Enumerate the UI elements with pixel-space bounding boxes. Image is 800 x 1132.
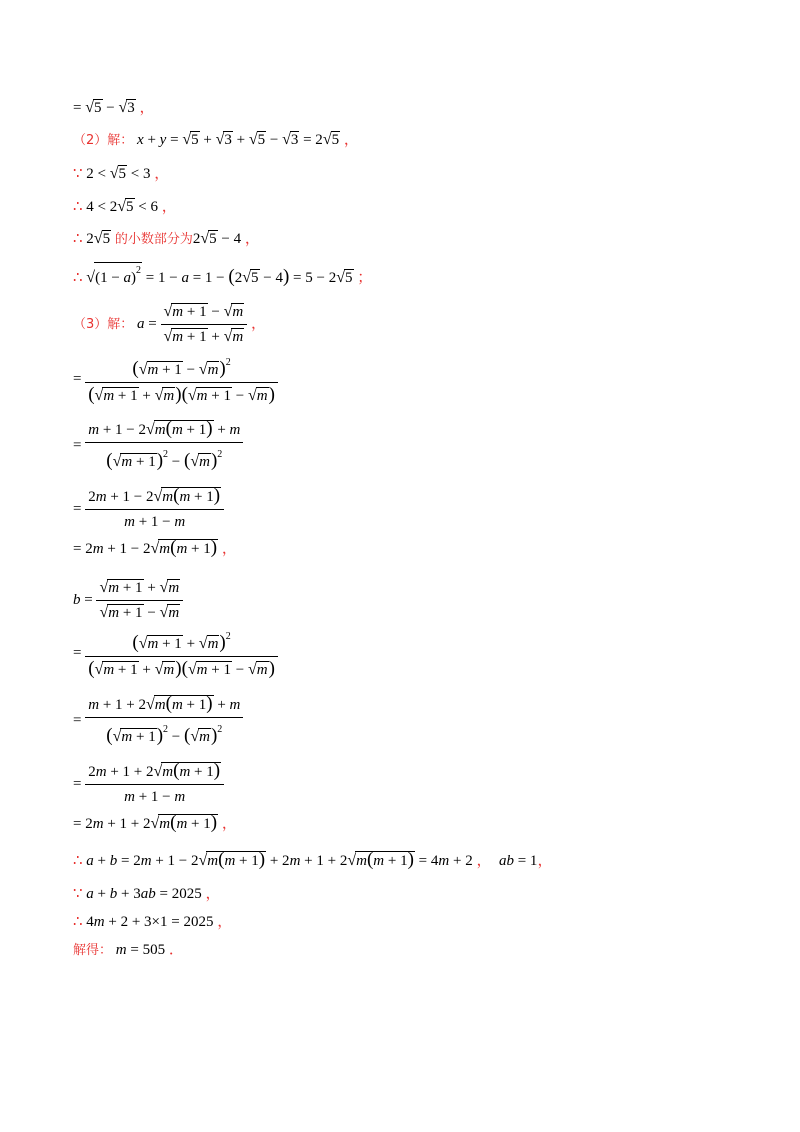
- eq-line-therefore-4: ∴ 4m + 2 + 3×1 = 2025 ，: [73, 914, 233, 930]
- eq-line-1: = √5 − √3 ，: [73, 99, 155, 116]
- semicolon: ；: [357, 270, 373, 286]
- fraction-a: $\frac{√m + 1 - √m}{√m + 1 + √m}$: [161, 302, 248, 347]
- eq-line-b: b = $\frac{√m + 1 + √m}{√m + 1 - √m}$: [73, 578, 183, 623]
- eq-line-because-1: ∵ 2 < √5 < 3 ，: [73, 165, 170, 182]
- eq-line-b-step3: = $\frac{2m + 1 + 2√m(m + 1)}{m + 1 - m}$: [73, 762, 224, 807]
- eq-line-sum: ∴ a + b = 2m + 1 − 2√m(m + 1) + 2m + 1 + 2√m(m + 1) = 4m + 2 ， ab = 1，: [73, 849, 553, 870]
- eq-line-b-step2: = $\frac{m + 1 + 2√m(m + 1) + m}{(√m + 1)^2 - (√m)^2}$: [73, 695, 243, 747]
- eq-line-therefore-1: ∴ 4 < 2√5 < 6 ，: [73, 198, 177, 215]
- eq-line-a-step1: = $\frac{(√m + 1 - √m)^2}{(√m + 1 + √m)(√m + 1 - √m)}$: [73, 353, 278, 406]
- eq-line-therefore-2: ∴ 2√5 的小数部分为2√5 − 4 ，: [73, 230, 260, 247]
- eq-line-solve: 解得： m = 505 ．: [73, 942, 184, 958]
- because-symbol: ∵: [73, 166, 83, 182]
- comma: ，: [139, 100, 155, 116]
- part3-label: （3）解：: [73, 316, 134, 332]
- eq-line-a-step2: = $\frac{m + 1 - 2√m(m + 1) + m}{(√m + 1)^2 - (√m)^2}$: [73, 420, 243, 472]
- eq-line-b-step1: = $\frac{(√m + 1 + √m)^2}{(√m + 1 + √m)(√m + 1 - √m)}$: [73, 627, 278, 680]
- eq-line-therefore-3: ∴ $√(1 - a)^2 = 1 - a = 1 - (2√5 - 4) = 5 - 2√5$ ；: [73, 262, 372, 288]
- period: ．: [168, 942, 184, 958]
- eq-line-a-result: = 2m + 1 − 2√m(m + 1) ，: [73, 537, 237, 558]
- eq-line-b-result: = 2m + 1 + 2√m(m + 1) ，: [73, 812, 237, 833]
- eq-line-because-2: ∵ a + b + 3ab = 2025 ，: [73, 886, 221, 902]
- eq-line-a-step3: = $\frac{2m + 1 - 2√m(m + 1)}{m + 1 - m}$: [73, 487, 224, 532]
- therefore-symbol: ∴: [73, 199, 83, 215]
- part2-label: （2）解：: [73, 133, 134, 148]
- solve-label: 解得：: [73, 943, 113, 958]
- eq-line-part2: （2）解： x + y = √5 + √3 + √5 − √3 = 2√5 ，: [73, 131, 359, 148]
- eq-line-part3: （3）解： a = $\frac{√m + 1 - √m}{√m + 1 + √m}$ ，: [73, 303, 266, 345]
- fractional-text: 的小数部分为: [114, 232, 193, 247]
